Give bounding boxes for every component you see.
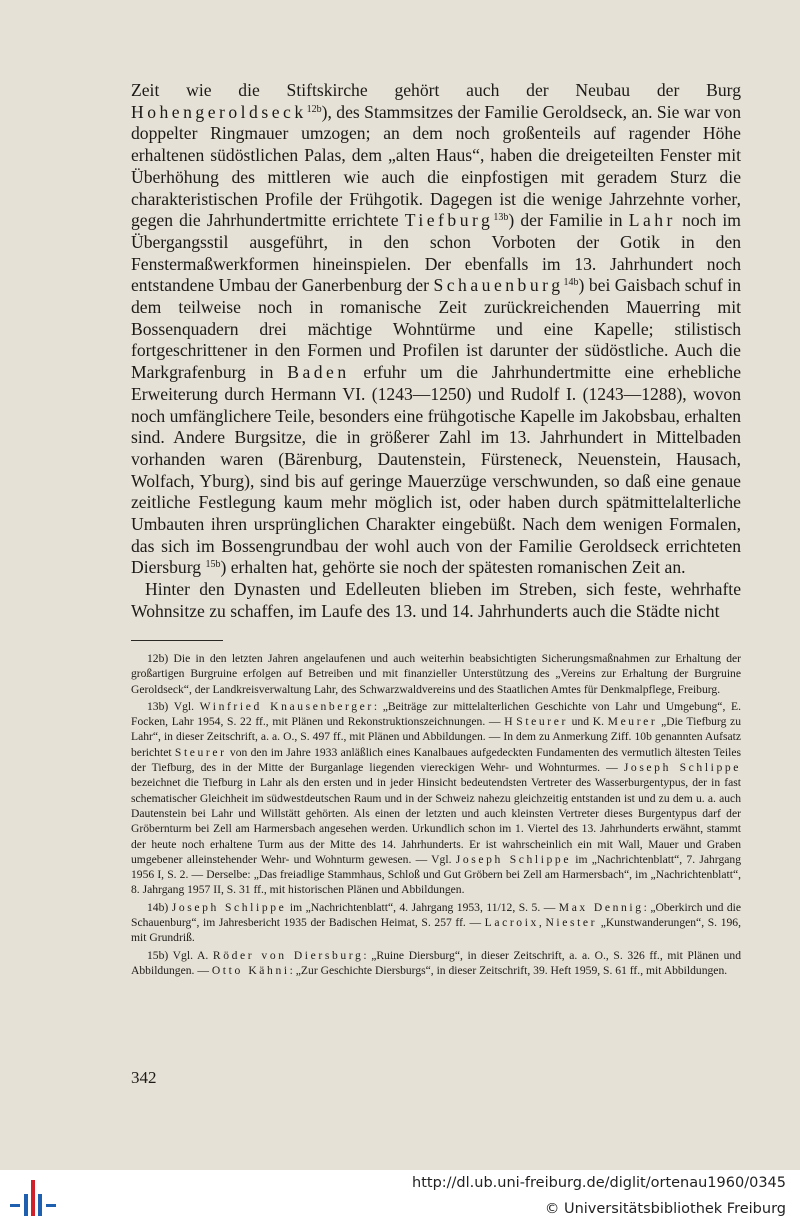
text-run: ) bei Gaisbach schuf in dem teilweise noch in romanische Zeit zurückreichenden Mauerring mit Bossenquadern drei mächtige Wohntürme und eine Kapelle; stilistisch fortgeschrittener in den Formen und Profilen ist darunter der südöstliche. Auch die Markgrafenburg in <box>131 275 741 383</box>
footnote-text: von den im Jahre 1933 anläßlich eines Kanalbaues aufgedeckten Fundamenten des vermutlich ältesten Teiles der Tiefburg, des in der Mitte der Burganlage liegenden viereckigen Wehr- und Wohnturmes. — <box>131 745 741 775</box>
spaced-name: Schauenburg <box>433 275 564 296</box>
viewer-footer <box>0 1170 800 1226</box>
footnote-text: und K. <box>567 715 608 729</box>
spaced-name: Lahr <box>628 210 676 231</box>
footnote-text: Die in den letzten Jahren angelaufenen und auch weiterhin beabsichtigten Sicherungsmaßnahmen zur Erhaltung der großartigen Burgruine erfolgen auf Betreiben und mit finanzieller Unterstützung des „Vereins zur Erhaltung der Burgruine Geroldseck“, der Landkreisverwaltung Lahr, des Schwarzwaldvereins und des Staatlichen Amtes für Denkmalpflege, Freiburg. <box>131 652 741 696</box>
spaced-name: Hohengeroldseck <box>131 101 307 122</box>
spaced-name: Baden <box>287 362 350 383</box>
footnote-text: „Kunstwanderungen“, S. 196, mit Grundriß. <box>131 916 741 945</box>
text-run: ) erhalten hat, gehörte sie noch der spätesten romanischen Zeit an. <box>220 557 686 578</box>
footnote-text: : „Oberkirch und die Schauenburg“, im Jahresbericht 1935 der Badischen Heimat, S. 257 ff. — <box>131 900 742 930</box>
spaced-name: Max Dennig <box>558 900 644 914</box>
spaced-name: Joseph Schlippe <box>455 852 572 866</box>
spaced-name: Niester <box>545 916 598 930</box>
spaced-name: Joseph Schlippe <box>623 761 742 775</box>
source-url-link[interactable]: http://dl.ub.uni-freiburg.de/diglit/ortenau1960/0345 <box>412 1175 786 1191</box>
spaced-name: Winfried Knausenberger <box>199 699 374 713</box>
copyright-notice: © Universitätsbibliothek Freiburg <box>544 1201 786 1217</box>
footnote-ref: 15b <box>205 559 221 571</box>
footnote-text: im „Nachrichtenblatt“, 4. Jahrgang 1953, 11/12, S. 5. — <box>286 900 559 914</box>
footnote-text: „Die Tiefburg zu Lahr“, in dieser Zeitschrift, a. a. O., S. 497 ff., mit Plänen und Abbildungen. — In dem zu Anmerkung Ziff. 10b genannten Aufsatz berichtet <box>131 715 741 759</box>
footnote-id: 13b) <box>147 699 169 713</box>
spaced-name: Tiefburg <box>404 210 494 231</box>
footnote-ref: 13b <box>493 212 509 224</box>
text-run: erfuhr um die Jahrhundertmitte eine erhebliche Erweiterung durch Hermann VI. (1243—1250) und Rudolf I. (1243—1288), wovon noch umfänglichere Teile, besonders eine frühgotische Kapelle im Jakobsbau, erhalten sind. Andere Burgsitze, die in größerer Zahl im 13. Jahrhundert in Mittelbaden vorhanden waren (Bärenburg, Dautenstein, Fürsteneck, Neuenstein, Hausach, Wolfach, Yburg), sind bis auf geringe Mauerzüge verschwunden, so daß eine genaue zeitliche Festlegung kaum mehr möglich ist, oder haben durch spätmittelalterliche Umbauten ihren ursprünglichen Charakter eingebüßt. Nach dem wenigen Formalen, das sich im Bossengrundbau der wohl auch von der Familie Geroldseck errichteten Diersburg <box>131 362 742 578</box>
spaced-name: Otto Kähni <box>211 963 290 977</box>
main-text <box>131 80 741 623</box>
footnote-15b <box>131 948 741 979</box>
spaced-name: Steurer <box>174 745 227 759</box>
footnote-text: Vgl. <box>168 699 200 713</box>
footnote-text: im „Nachrichtenblatt“, 7. Jahrgang 1956 I, S. 2. — Derselbe: „Das freiadlige Stammhaus, Schloß und Gut Gröbern bei Zell am Harmersbach“, im „Nachrichtenblatt“, 8. Jahrgang 1957 II, S. 31 ff., mit historischen Plänen und Abbildungen. <box>131 852 741 897</box>
footnote-14b <box>131 900 741 946</box>
footnote-id: 12b) <box>147 652 169 665</box>
paragraph-1 <box>131 80 741 579</box>
paragraph-2: Hinter den Dynasten und Edelleuten blieben im Streben, sich feste, wehrhafte Wohnsitze zu schaffen, im Laufe des 13. und 14. Jahrhunderts auch die Städte nicht <box>131 579 741 621</box>
footnote-ref: 14b <box>563 277 579 289</box>
page-number: 342 <box>131 1068 157 1087</box>
footnote-text: bezeichnet die Tiefburg in Lahr als den ersten und in jeder Hinsicht bedeutendsten Vertreter des Wasserburgentypus, der in fast schematischer Gleichheit im südwestdeutschen Raum und in der Schweiz nahezu gleichzeitig entstanden ist und zu dem u. a. auch Dautenstein bei Lahr und Willstätt gehörten. Als einen der letzten und auch kleinsten Vertreter dieses Burgentypus darf der Gröbernturm bei Zell am Harmersbach angesehen werden. Urkundlich schon im 1. Viertel des 13. Jahrhunderts erwähnt, stammt der heute noch erhaltene Turm aus der Mitte des 14. Jahrhunderts. Er ist wahrscheinlich ein mit Wall, Mauer und Graben umgebener alleinstehender Wehr- und Wohnturm gewesen. — Vgl. <box>131 776 741 866</box>
footnote-12b <box>131 651 741 697</box>
text-run: noch im Übergangsstil ausgeführt, in den schon Vorboten der Gotik in den Fenstermaßwerkformen hineinspielen. Der ebenfalls im 13. Jahrhundert noch entstandene Umbau der Ganerbenburg der <box>131 210 741 296</box>
footnote-id: 15b) <box>147 948 169 962</box>
spaced-name: Meurer <box>607 715 658 729</box>
text-run: ), des Stammsitzes der Familie Geroldseck, an. Sie war von doppelter Ringmauer umzogen; an dem noch großenteils auf ragender Höhe erhaltenen südöstlichen Palas, dem „alten Haus“, haben die dreigeteilten Fenster mit Überhöhung des mittleren wie auch die einpfostigen mit geradem Sturz die charakteristischen Profile der Frühgotik. Dagegen ist die wenige Jahrzehnte vorher, gegen die Jahrhundertmitte errichtete <box>131 101 741 231</box>
footnote-13b <box>131 699 741 898</box>
ub-freiburg-logo-icon <box>10 1178 50 1218</box>
text-run: ) der Familie in <box>508 210 629 231</box>
footnotes <box>131 651 741 980</box>
footnote-text: : „Zur Geschichte Diersburgs“, in dieser Zeitschrift, 39. Heft 1959, S. 61 ff., mit Abbildungen. <box>289 963 728 977</box>
footnote-divider <box>131 640 223 641</box>
spaced-name: Lacroix <box>484 916 539 930</box>
footnote-text: : „Beiträge zur mittelalterlichen Geschichte von Lahr und Umgebung“, E. Focken, Lahr 1954, S. 22 ff., mit Plänen und Rekonstruktionszeichnungen. — H <box>131 699 741 729</box>
footnote-text: : „Ruine Diersburg“, in dieser Zeitschrift, a. a. O., S. 326 ff., mit Plänen und Abbildungen. — <box>131 948 742 977</box>
footnote-text: Vgl. A. <box>168 948 213 962</box>
text-run: Zeit wie die Stiftskirche gehört auch der Neubau der Burg <box>131 80 741 100</box>
spaced-name: Röder von Diersburg <box>212 948 364 962</box>
footnote-text: , <box>538 916 546 930</box>
footnote-id: 14b) <box>147 900 169 914</box>
spaced-name: Steurer <box>516 715 568 729</box>
spaced-name: Joseph Schlippe <box>171 900 287 914</box>
footnote-ref: 12b <box>306 103 322 115</box>
